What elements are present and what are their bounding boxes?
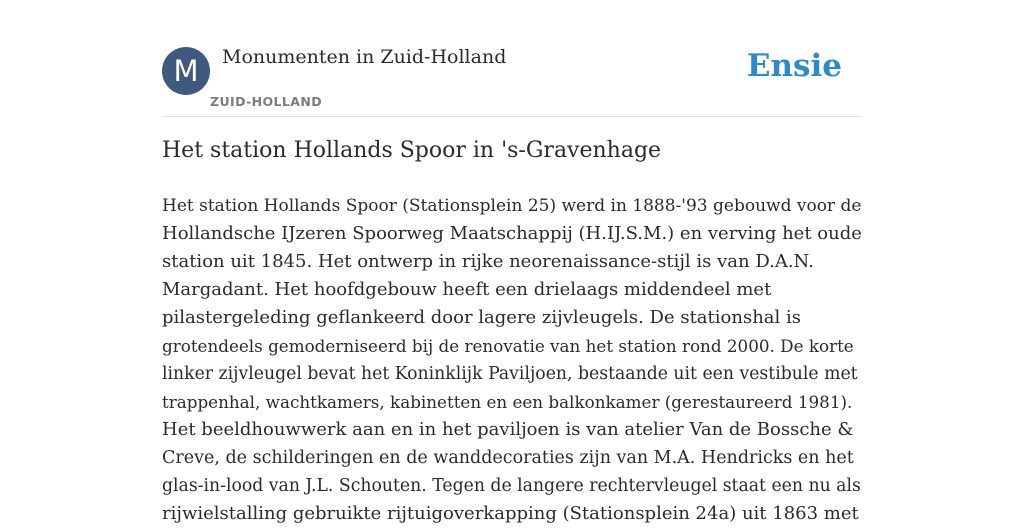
ensie-logo-link[interactable]: Ensie	[746, 48, 842, 84]
body-line: rijwielstalling gebruikte rijtuigoverkapping (Stationsplein 24a) uit 1863 met	[162, 503, 859, 524]
category-link[interactable]: ZUID-HOLLAND	[210, 94, 322, 109]
body-line: Creve, de schilderingen en de wanddecoraties zijn van M.A. Hendricks en het	[162, 448, 854, 468]
body-line: grotendeels gemoderniseerd bij de renovatie van het station rond 2000. De korte	[162, 336, 854, 356]
header	[162, 0, 862, 117]
body-line: Margadant. Het hoofdgebouw heeft een drielaags middendeel met	[162, 279, 772, 300]
body-line: linker zijvleugel bevat het Koninklijk Paviljoen, bestaande uit een vestibule met	[162, 364, 858, 384]
body-line: pilastergeleding geflankeerd door lagere zijvleugels. De stationshal is	[162, 307, 801, 328]
body-line: Het station Hollands Spoor (Stationsplein 25) werd in 1888-'93 gebouwd voor de	[162, 196, 862, 216]
body-line: trappenhal, wachtkamers, kabinetten en een balkonkamer (gerestaureerd 1981).	[162, 392, 853, 412]
body-line: glas-in-lood van J.L. Schouten. Tegen de langere rechtervleugel staat een nu als	[162, 476, 861, 496]
collection-title-link[interactable]: Monumenten in Zuid-Holland	[222, 46, 507, 68]
body-line: Het beeldhouwwerk aan en in het paviljoen is van atelier Van de Bossche &	[162, 419, 854, 440]
body-line: station uit 1845. Het ontwerp in rijke neorenaissance-stijl is van D.A.N.	[162, 251, 814, 272]
body-line: Hollandsche IJzeren Spoorweg Maatschappij (H.IJ.S.M.) en verving het oude	[162, 223, 862, 244]
avatar[interactable]: M	[162, 47, 210, 95]
article-body	[162, 192, 862, 528]
article-title: Het station Hollands Spoor in 's-Gravenhage	[162, 138, 662, 163]
